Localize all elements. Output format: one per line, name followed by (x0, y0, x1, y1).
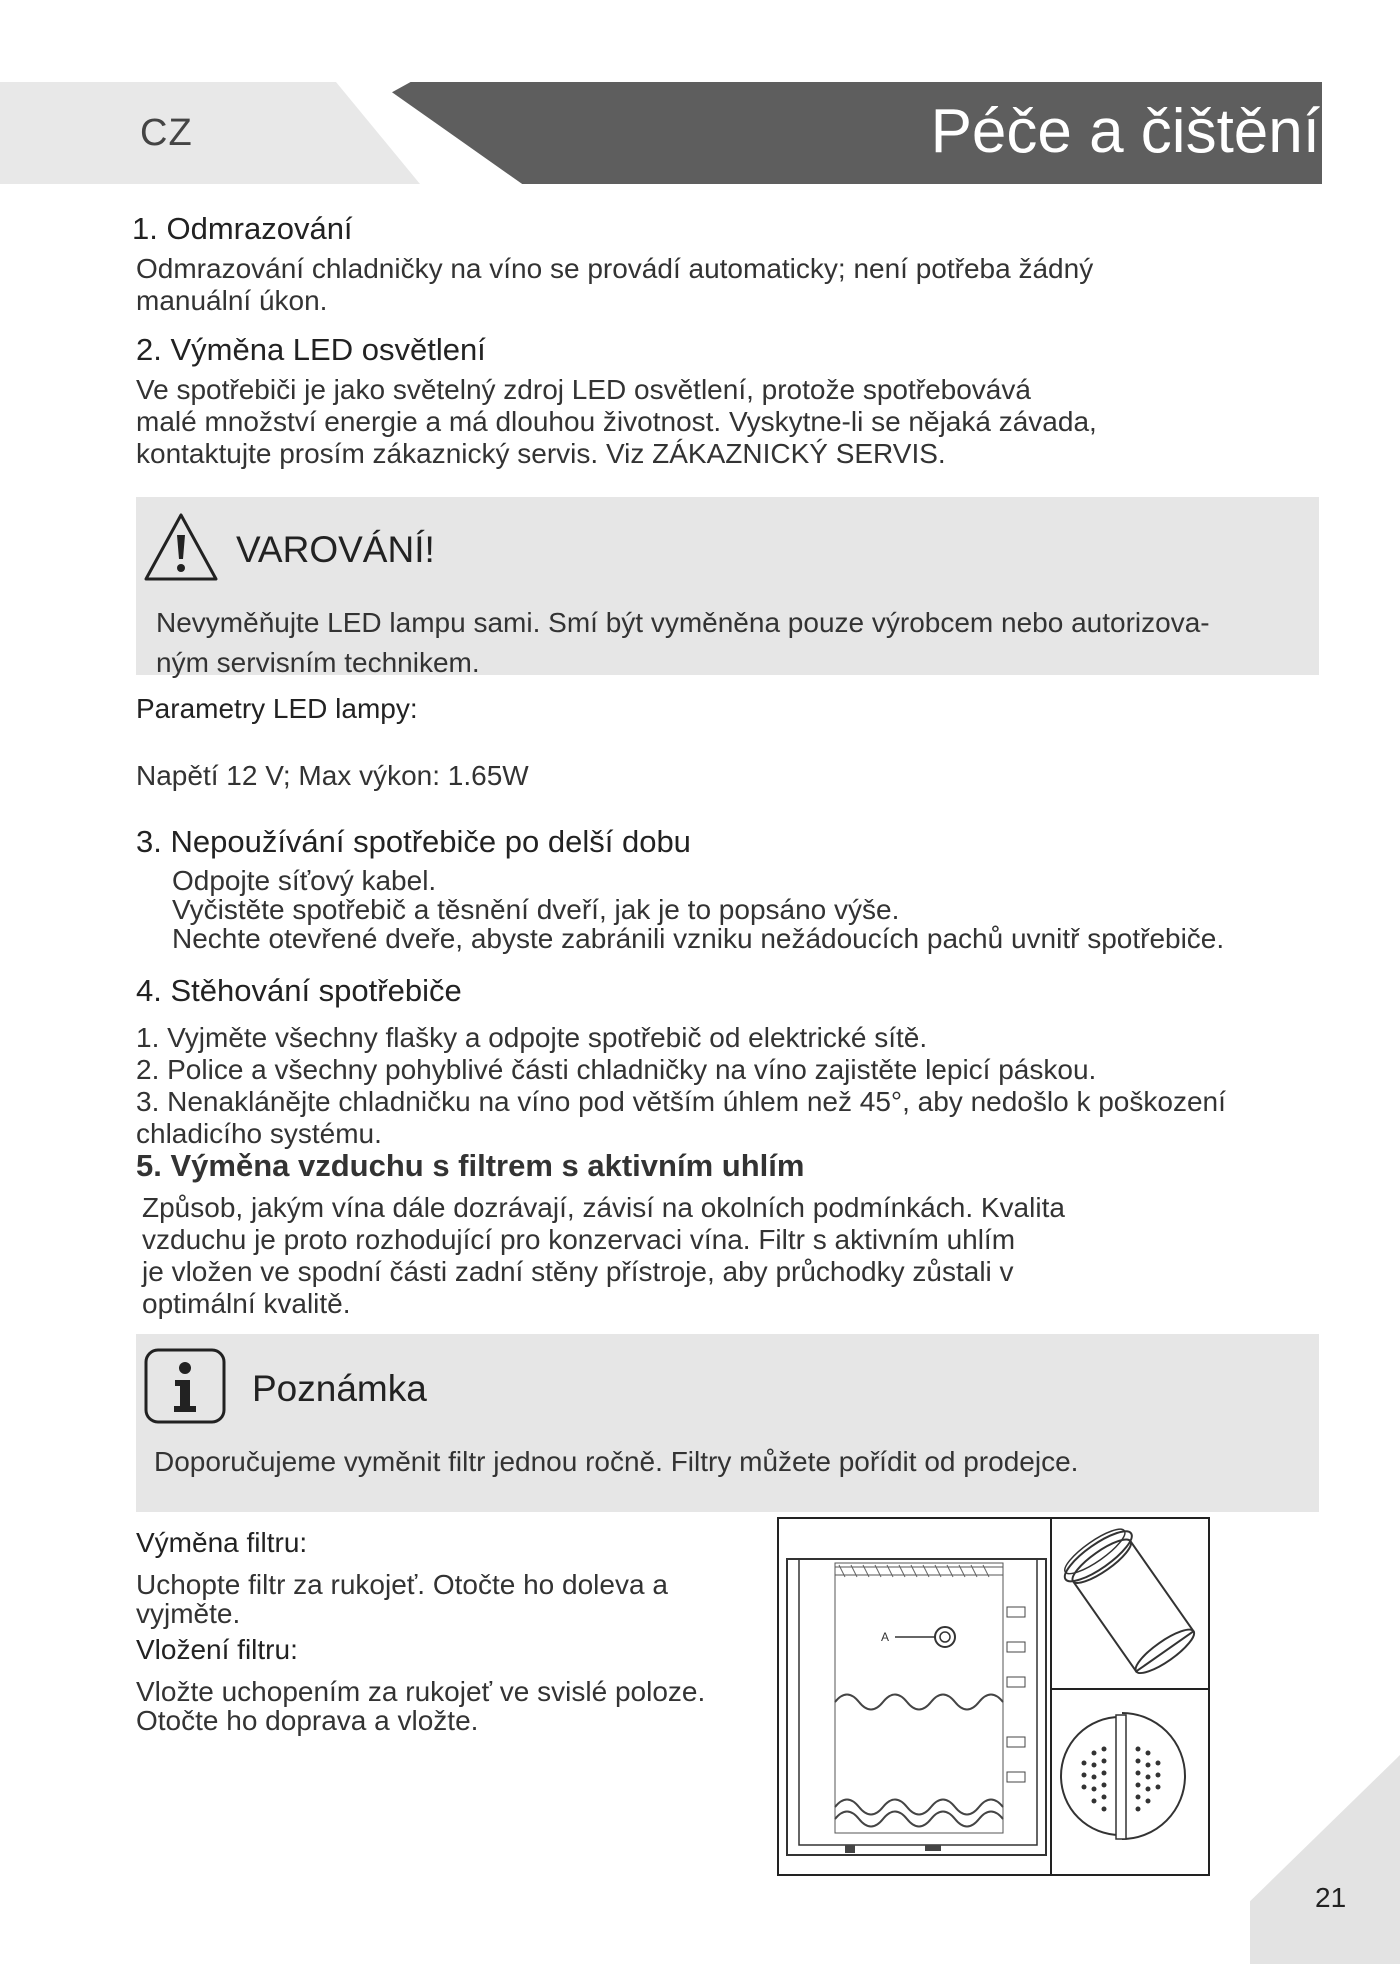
section-4-body (136, 1022, 1226, 1150)
text-line: je vložen ve spodní části zadní stěny přístroje, aby průchodky zůstali v (142, 1256, 1014, 1287)
filter-grille-illustration (1060, 1705, 1200, 1865)
filter-change-heading: Výměna filtru: (136, 1527, 308, 1558)
text-line: vyjměte. (136, 1598, 241, 1629)
section-2-heading: 2. Výměna LED osvětlení (136, 332, 486, 367)
note-title: Poznámka (252, 1368, 427, 1409)
section-5-body (142, 1192, 1065, 1320)
filter-insert-heading: Vložení filtru: (136, 1634, 298, 1665)
text-line: Ve spotřebiči je jako světelný zdroj LED osvětlení, protože spotřebovává (136, 374, 1031, 405)
list-item: 1. Vyjměte všechny flašky a odpojte spotřebič od elektrické sítě. (136, 1022, 928, 1053)
led-params-text: Napětí 12 V; Max výkon: 1.65W (136, 760, 529, 791)
text-line: Vyčistěte spotřebič a těsnění dveří, jak je to popsáno výše. (172, 894, 900, 925)
section-3-body (172, 866, 1224, 953)
text-line: Nechte otevřené dveře, abyste zabránili vzniku nežádoucích pachů uvnitř spotřebiče. (172, 923, 1225, 954)
text-line: vzduchu je proto rozhodující pro konzervaci vína. Filtr s aktivním uhlím (142, 1224, 1016, 1255)
filter-insert-body (136, 1677, 705, 1735)
page-title: Péče a čištění (930, 97, 1320, 166)
figure-divider (1050, 1517, 1052, 1876)
led-params-heading: Parametry LED lampy: (136, 693, 418, 724)
filter-cylinder-illustration (1054, 1522, 1208, 1684)
section-3-heading: 3. Nepoužívání spotřebiče po delší dobu (136, 824, 691, 859)
filter-change-body (136, 1570, 668, 1628)
section-4-heading: 4. Stěhování spotřebiče (136, 973, 462, 1008)
text-line: ným servisním technikem. (156, 647, 480, 678)
figure-divider (1050, 1688, 1210, 1690)
text-line: Nevyměňujte LED lampu sami. Smí být vyměněna pouze výrobcem nebo autorizova- (156, 607, 1210, 638)
list-item: 3. Nenaklánějte chladničku na víno pod větším úhlem než 45°, aby nedošlo k poškození (136, 1086, 1226, 1117)
text-line: optimální kvalitě. (142, 1288, 351, 1319)
list-item: 2. Police a všechny pohyblivé části chladničky na víno zajistěte lepicí páskou. (136, 1054, 1097, 1085)
warning-box (136, 497, 1319, 678)
language-label: CZ (140, 112, 193, 154)
info-icon (144, 1348, 226, 1424)
text-line: manuální úkon. (136, 285, 328, 316)
warning-text (156, 603, 1210, 683)
text-line: Způsob, jakým vína dále dozrávají, závisí na okolních podmínkách. Kvalita (142, 1192, 1065, 1223)
section-1-heading: 1. Odmrazování (132, 211, 353, 246)
note-box (136, 1334, 1319, 1512)
text-line: Odpojte síťový kabel. (172, 865, 437, 896)
text-line: malé množství energie a má dlouhou životnost. Vyskytne-li se nějaká závada, (136, 406, 1097, 437)
fridge-interior-illustration (785, 1557, 1050, 1857)
section-2-body (136, 374, 1097, 470)
text-line: Otočte ho doprava a vložte. (136, 1705, 479, 1736)
warning-icon (142, 511, 220, 583)
page-corner (1250, 1755, 1400, 1964)
section-5-heading: 5. Výměna vzduchu s filtrem s aktivním uhlím (136, 1148, 805, 1183)
section-1-body (136, 253, 1093, 317)
text-line: chladicího systému. (136, 1118, 382, 1149)
text-line: kontaktujte prosím zákaznický servis. Viz ZÁKAZNICKÝ SERVIS. (136, 438, 946, 469)
warning-title: VAROVÁNÍ! (236, 529, 435, 570)
text-line: Odmrazování chladničky na víno se provádí automaticky; není potřeba žádný (136, 253, 1094, 284)
text-line: Vložte uchopením za rukojeť ve svislé poloze. (136, 1676, 706, 1707)
text-line: Uchopte filtr za rukojeť. Otočte ho doleva a (136, 1569, 668, 1600)
page-number: 21 (1315, 1882, 1347, 1913)
language-tab (0, 82, 420, 184)
note-text: Doporučujeme vyměnit filtr jednou ročně. Filtry můžete pořídit od prodejce. (154, 1446, 1079, 1477)
figure-callout-a: A (881, 1630, 890, 1644)
